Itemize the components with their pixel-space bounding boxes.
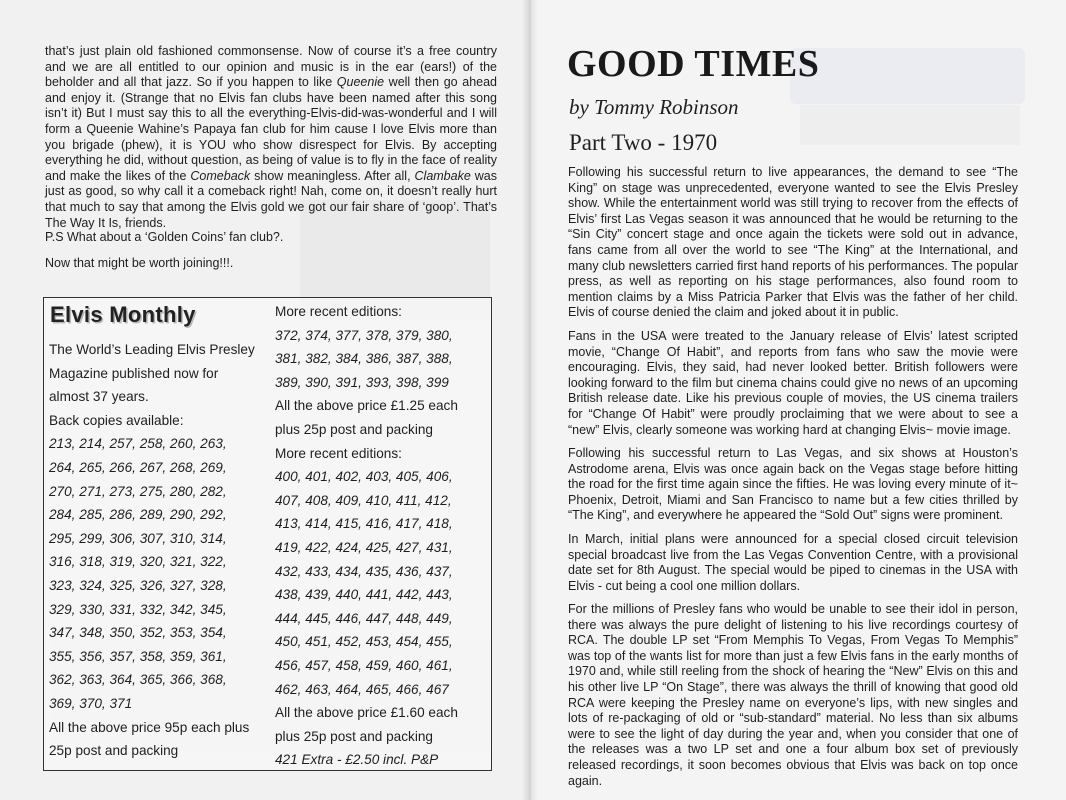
extra-issue-price: 421 Extra - £2.50 incl. P&P bbox=[275, 752, 439, 768]
article-paragraph: Following his successful return to Las Vegas, and six shows at Houston’s Astrodome arena, Elvis was once again back on the Vegas stage before hitting the road for the first time again since the fifties. He was loving every minute of it~ Phoenix, Detroit, Miami and San Francisco to name but a few cities thrilled by “The King”, and everywhere he appeared the “Sold Out” signs were prominent. bbox=[568, 446, 1018, 523]
issue-list-line: 381, 382, 384, 386, 387, 388, bbox=[275, 351, 453, 367]
price-line: plus 25p post and packing bbox=[275, 728, 433, 744]
issue-list-line: 450, 451, 452, 453, 454, 455, bbox=[275, 634, 453, 650]
issue-list-line: 407, 408, 409, 410, 411, 412, bbox=[275, 492, 452, 508]
advert-line: Back copies available: bbox=[49, 412, 184, 428]
article-paragraph: Following his successful return to live appearances, the demand to see “The King” on stage was unprecedented, everyone wanted to see the Elvis Presley show. While the entertainment world was still trying to recover from the effects of Elvis’ first Las Vegas season it was announced that he would be returning to the “Sin City” concert stage and once again the tickets were sold out in advance, fans came from all over the world to see “The King” at the International, and many club newsletters carried first hand reports of his performances. The popular press, as well as reporting on his stage performances, also found room to mention claims by a Miss Patricia Parker that Elvis was the father of her child. Elvis of course denied the claim and joked about it in public. bbox=[568, 165, 1018, 320]
price-line: plus 25p post and packing bbox=[275, 421, 433, 437]
advert-column-left bbox=[49, 338, 271, 763]
advert-column-right bbox=[275, 300, 489, 772]
issue-list-line: 347, 348, 350, 352, 353, 354, bbox=[49, 625, 227, 641]
article-paragraph: In March, initial plans were announced for a special closed circuit television special broadcast live from the Las Vegas Convention Centre, with a provisional date set for 8th August. The special would be piped to cinemas in the USA with Elvis - cut being a cool one million dollars. bbox=[568, 532, 1018, 593]
bleed-through-shadow bbox=[800, 105, 1020, 145]
issue-list-line: 372, 374, 377, 378, 379, 380, bbox=[275, 327, 453, 343]
issue-list-line: 432, 433, 434, 435, 436, 437, bbox=[275, 563, 453, 579]
issue-list-line: 444, 445, 446, 447, 448, 449, bbox=[275, 610, 453, 626]
issue-list-line: 355, 356, 357, 358, 359, 361, bbox=[49, 648, 227, 664]
issue-list-line: 264, 265, 266, 267, 268, 269, bbox=[49, 459, 227, 475]
issue-list-line: 329, 330, 331, 332, 342, 345, bbox=[49, 601, 227, 617]
bleed-through-banner bbox=[790, 48, 1025, 104]
advert-title: Elvis Monthly bbox=[50, 302, 196, 327]
issue-list-line: 213, 214, 257, 258, 260, 263, bbox=[49, 436, 227, 452]
article-byline: by Tommy Robinson bbox=[569, 95, 739, 119]
price-line: All the above price £1.25 each bbox=[275, 398, 458, 414]
advert-line: Magazine published now for bbox=[49, 365, 219, 381]
issue-list-line: 270, 271, 273, 275, 280, 282, bbox=[49, 483, 227, 499]
issue-list-line: 323, 324, 325, 326, 327, 328, bbox=[49, 577, 227, 593]
issue-list-line: 295, 299, 306, 307, 310, 314, bbox=[49, 530, 227, 546]
article-continuation-text: that’s just plain old fashioned commonsense. Now of course it’s a free country and we are all entitled to our opinion and music is in the ear (ears!) of the beholder and all that jazz. So if you happen to like Queenie well then go ahead and enjoy it. (Strange that no Elvis fan clubs have been named after this song isn’t it) But I must say this to all the everything-Elvis-did-was-wonderful and I will form a Queenie Wahine’s Papaya fan club for him cause I love Elvis more than you brigade (phew), it is YOU who show disrespect for Elvis. By accepting everything he did, without question, as being of value is to fly in the face of reality and make the likes of the Comeback show meaningless. After all, Clambake was just as good, so why call it a comeback right! Nah, come on, it doesn’t really hurt that much to say that among the Elvis gold we got our fair share of ‘goop’. That’s The Way It Is, friends. bbox=[45, 44, 498, 230]
closing-line: Now that might be worth joining!!!. bbox=[45, 256, 234, 270]
article-part-heading: Part Two - 1970 bbox=[569, 130, 718, 155]
recent-editions-heading: More recent editions: bbox=[275, 445, 402, 461]
postscript-text: P.S What about a ‘Golden Coins’ fan club?. bbox=[45, 230, 284, 244]
issue-list-line: 400, 401, 402, 403, 405, 406, bbox=[275, 469, 453, 485]
issue-list-line: 419, 422, 424, 425, 427, 431, bbox=[275, 539, 453, 555]
advert-line: almost 37 years. bbox=[49, 389, 149, 405]
article-paragraph: Fans in the USA were treated to the January release of Elvis’ latest scripted movie, “Change Of Habit”, and reports from fans who saw the movie were encouraging. Elvis, they said, had never looked better. British followers were looking forward to the film but cinema chains could give no news of an upcoming British release date. Like his previous couple of movies, the US cinema trailers for “Change Of Habit” were proudly proclaiming that we were about to see a “new” Elvis, clearly someone was working hard at changing Elvis~ movie image. bbox=[568, 329, 1018, 437]
article-title: GOOD TIMES bbox=[567, 43, 820, 85]
elvis-monthly-advert-box bbox=[43, 297, 492, 771]
recent-editions-heading: More recent editions: bbox=[275, 304, 402, 319]
issue-list-line: 462, 463, 464, 465, 466, 467 bbox=[275, 681, 449, 697]
price-line: All the above price 95p each plus bbox=[49, 719, 250, 735]
price-line: 25p post and packing bbox=[49, 743, 179, 759]
issue-list-line: 413, 414, 415, 416, 417, 418, bbox=[275, 516, 453, 532]
advert-line: The World’s Leading Elvis Presley bbox=[49, 342, 255, 357]
issue-list-line: 456, 457, 458, 459, 460, 461, bbox=[275, 657, 453, 673]
issue-list-line: 362, 363, 364, 365, 366, 368, bbox=[49, 672, 227, 688]
price-line: All the above price £1.60 each bbox=[275, 705, 458, 721]
issue-list-line: 316, 318, 319, 320, 321, 322, bbox=[49, 554, 227, 570]
issue-list-line: 369, 370, 371 bbox=[49, 695, 133, 711]
issue-list-line: 389, 390, 391, 393, 398, 399 bbox=[275, 374, 449, 390]
article-paragraph: For the millions of Presley fans who would be unable to see their idol in person, there was always the pure delight of listening to his live recordings courtesy of RCA. The double LP set “From Memphis To Vegas, From Vegas To Memphis” was top of the wants list for more than just a few Elvis fans in the early months of 1970 and, while still reeling from the shock of hearing the “New” Elvis on this and his other live LP “On Stage”, there was always the thrill of knowing that good old RCA were keeping the Presley name on everyone’s lips, with new singles and lots of re-packaging of old or “sub-standard” material. No less than six albums were to see the light of day during the year and, when you consider that one of the releases was a two LP set and one a four album box set of previously released recordings, it soon becomes obvious that Elvis was back on top once again. bbox=[568, 602, 1018, 788]
issue-list-line: 284, 285, 286, 289, 290, 292, bbox=[49, 507, 227, 523]
page-gutter bbox=[522, 0, 538, 800]
issue-list-line: 438, 439, 440, 441, 442, 443, bbox=[275, 587, 453, 603]
